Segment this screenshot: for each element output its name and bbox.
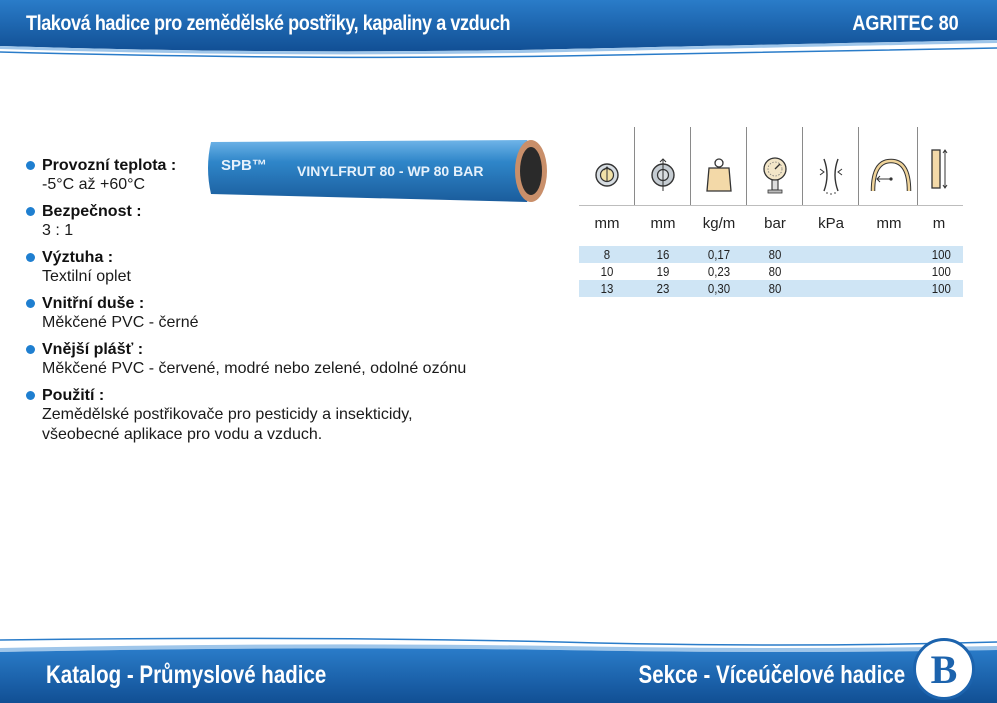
unit-label: kg/m — [702, 215, 736, 232]
page-header — [0, 0, 997, 62]
cell-pressure: 80 — [768, 264, 782, 279]
cell-pressure: 80 — [768, 281, 782, 296]
cell-weight: 0,23 — [707, 264, 731, 279]
property-value: Měkčené PVC - červené, modré nebo zelené, odolné ozónu — [42, 360, 467, 377]
property-item — [26, 386, 566, 445]
table-row — [579, 246, 963, 263]
bullet-icon — [26, 207, 35, 216]
pressure-gauge-icon — [760, 157, 790, 197]
property-value: Textilní oplet — [42, 268, 131, 285]
property-label: Použití : — [42, 387, 105, 404]
spec-icons-row — [579, 127, 963, 205]
cell-weight: 0,30 — [707, 281, 731, 296]
bullet-icon — [26, 253, 35, 262]
catalog-title: Katalog - Průmyslové hadice — [46, 661, 327, 689]
weight-icon — [704, 157, 734, 193]
column-divider — [690, 127, 691, 205]
property-label: Vnější plášť : — [42, 341, 144, 358]
hose-print-brand: SPB™ — [221, 157, 267, 174]
cell-length: 100 — [931, 247, 951, 262]
table-row — [579, 280, 963, 297]
spec-data-rows — [579, 246, 963, 297]
property-item — [26, 294, 566, 333]
property-item — [26, 156, 566, 195]
outer-diameter-icon — [648, 157, 678, 193]
cell-weight: 0,17 — [707, 247, 731, 262]
cell-outer-diameter: 16 — [656, 247, 670, 262]
column-divider — [746, 127, 747, 205]
column-divider — [802, 127, 803, 205]
cell-inner-diameter: 13 — [600, 281, 614, 296]
cell-outer-diameter: 23 — [656, 281, 670, 296]
hose-print-text: VINYLFRUT 80 - WP 80 BAR — [297, 163, 484, 179]
unit-label: m — [932, 215, 946, 232]
column-divider — [634, 127, 635, 205]
bullet-icon — [26, 391, 35, 400]
page-title: Tlaková hadice pro zemědělské postřiky, kapaliny a vzduch — [26, 12, 511, 35]
unit-label: kPa — [818, 215, 844, 232]
property-label: Vnitřní duše : — [42, 295, 145, 312]
property-label: Výztuha : — [42, 249, 114, 266]
bullet-icon — [26, 345, 35, 354]
property-value: Měkčené PVC - černé — [42, 314, 199, 331]
cell-inner-diameter: 8 — [603, 247, 611, 262]
product-code: AGRITEC 80 — [852, 12, 959, 35]
property-value: -5°C až +60°C — [42, 176, 146, 193]
cell-length: 100 — [931, 264, 951, 279]
bend-radius-icon — [869, 157, 913, 193]
length-icon — [929, 147, 949, 191]
property-item — [26, 340, 566, 379]
unit-label: mm — [876, 215, 902, 232]
property-value: 3 : 1 — [42, 222, 74, 239]
page-footer — [0, 636, 997, 703]
spec-units-row — [579, 205, 963, 241]
table-row — [579, 263, 963, 280]
spec-table — [579, 127, 963, 296]
unit-label: mm — [594, 215, 620, 232]
inner-diameter-icon — [592, 157, 622, 193]
cell-length: 100 — [931, 281, 951, 296]
unit-label: mm — [650, 215, 676, 232]
column-divider — [858, 127, 859, 205]
cell-pressure: 80 — [768, 247, 782, 262]
section-letter-badge: B — [913, 638, 975, 700]
cell-outer-diameter: 19 — [656, 264, 670, 279]
property-item — [26, 248, 566, 287]
column-divider — [917, 127, 918, 205]
property-label: Bezpečnost : — [42, 203, 142, 220]
properties-list — [26, 156, 566, 452]
property-item — [26, 202, 566, 241]
vacuum-icon — [818, 157, 844, 197]
unit-label: bar — [764, 215, 786, 232]
bullet-icon — [26, 161, 35, 170]
property-label: Provozní teplota : — [42, 157, 177, 174]
cell-inner-diameter: 10 — [600, 264, 614, 279]
property-value: Zemědělské postřikovače pro pesticidy a insekticidy, všeobecné aplikace pro vodu a vzduch. — [42, 406, 413, 443]
bullet-icon — [26, 299, 35, 308]
section-title: Sekce - Víceúčelové hadice — [638, 661, 905, 689]
